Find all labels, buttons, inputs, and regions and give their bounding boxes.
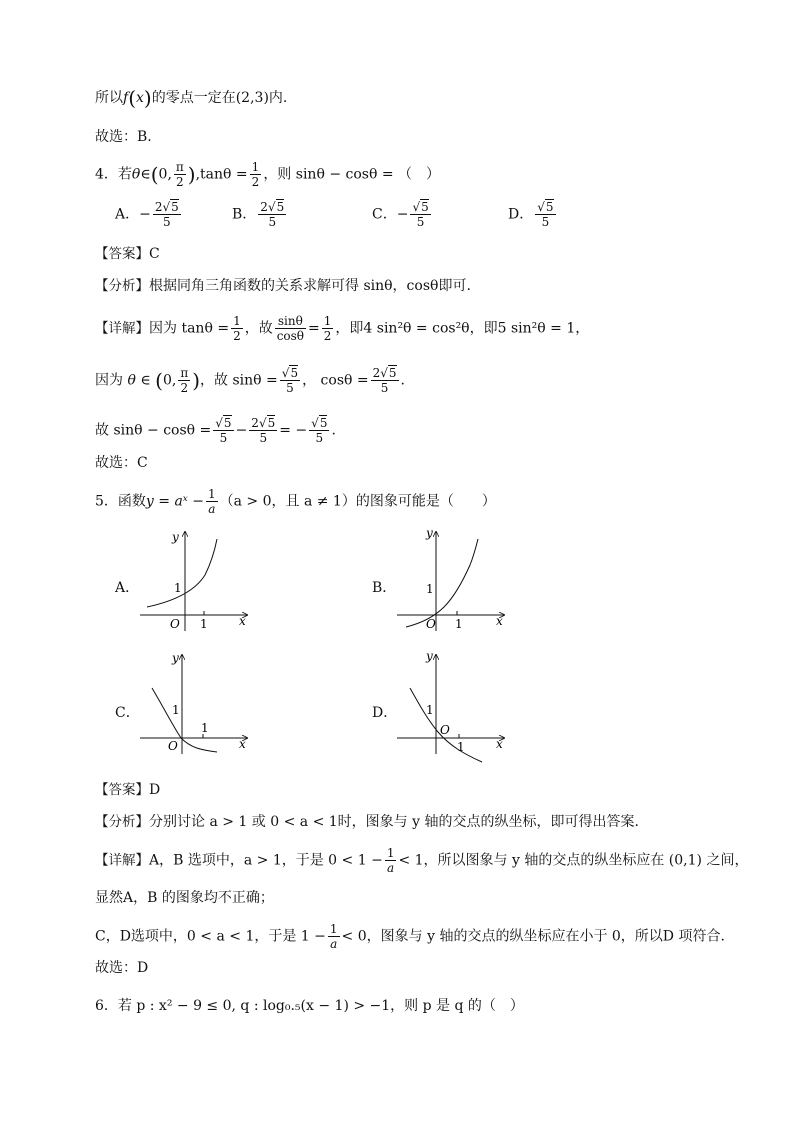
root: 5 [388,366,397,380]
text: ，故 sinθ = [200,372,278,389]
axis-x: x [239,614,246,628]
frac-den: cosθ [276,329,305,343]
q5-option-b-label: B． [372,580,397,596]
frac-num: 1 [233,314,241,328]
graph-b [392,527,512,637]
frac-den: 2 [323,329,332,343]
q4-option-c: C．− $\frac{√5}{5}$ [372,200,429,229]
frac-num: 1 [386,846,395,860]
text: < 0，图象与 y 轴的交点的纵坐标应在小于 0，所以D 项符合. [341,928,725,945]
q5-detail-1: 【详解】A，B 选项中，a > 1，于是 0 < 1 − $\frac{1}{a}$ < 1，所以图象与 y 轴的交点的纵坐标应在 (0,1) 之间， [95,846,749,875]
text: 因为 [95,372,123,389]
q4-analysis [95,276,471,296]
q4-detail-1 [95,314,589,343]
answer-value: D [149,782,161,798]
option-label: B． [232,206,257,223]
analysis-text: 分别讨论 a > 1 或 0 < a < 1时，图象与 y 轴的交点的纵坐标，即可得出答案. [149,814,639,830]
math-theta: θ [127,372,136,389]
frac-den: 2 [233,329,241,343]
text: C，D选项中，0 < a < 1，于是 1 − [95,928,326,945]
frac-num: 1 [207,487,216,501]
text: 故 sinθ − cosθ = [95,422,212,439]
text: = [308,320,320,337]
q4-ask: ，则 sinθ − cosθ = （ ） [263,166,441,183]
text: 因为 tanθ = [149,320,230,337]
graph-d [392,650,512,760]
axis-y: y [172,651,179,665]
frac-num: π [175,160,184,174]
answer-value: C [149,246,160,262]
root: 5 [319,416,328,430]
axis-y: y [172,530,179,544]
root: 5 [171,200,179,214]
origin: O [168,739,178,753]
option-label: D． [508,206,534,223]
answer-tag: 【答案】 [95,782,149,798]
q4-option-b: B． $\frac{2√5}{5}$ [232,200,285,229]
conclusion-line: 所以f(x)的零点一定在(2,3)内. [95,86,288,110]
frac-den: 2 [176,175,184,189]
origin: O [440,723,450,737]
text-mid: 的零点一定在 [151,90,236,106]
coef: 2 [154,200,163,214]
text: A，B 选项中，a > 1，于是 0 < 1 − [149,852,383,869]
den: 5 [315,431,324,445]
y-one: 1 [426,582,434,596]
axis-y: y [426,649,433,663]
den: 5 [286,381,294,395]
coef: 2 [372,366,381,380]
q5-detail-3: C，D选项中，0 < a < 1，于是 1 − $\frac{1}{a}$ < 0，图象与 y 轴的交点的纵坐标应在小于 0，所以D 项符合. [95,922,725,951]
den: 5 [259,431,268,445]
root: 5 [267,416,276,430]
sign: − [396,206,409,223]
q4-number: 4．若 [95,166,132,183]
text: ，故 [244,320,273,337]
q5-condition: （a > 0，且 a ≠ 1）的图象可能是（ ） [219,493,496,510]
detail-tag: 【详解】 [95,852,149,869]
math-in: ∈ [140,372,151,389]
sign: − [139,206,151,223]
coef: 2 [251,416,259,430]
tan-text: ,tanθ = [195,166,248,183]
tick-one: 1 [455,617,463,631]
y-one: 1 [426,703,434,717]
text: ， cosθ = [302,372,369,389]
text: . [400,372,405,389]
graph-a [135,527,255,637]
text-suffix: 内. [268,90,288,106]
q5-detail-2: 显然A，B 的图象均不正确； [95,890,274,906]
origin: O [426,617,436,631]
frac-num: π [180,366,189,380]
q5-option-a-label: A． [115,580,140,596]
q4-detail-2: 因为 θ ∈ (0, $\frac{\pi}{2}$ )，故 sinθ = $\frac{√5}{5}$ ， cosθ = $\frac{2√5}{5}$ . [95,366,405,395]
math-x: x [136,90,144,106]
text-prefix: 所以 [95,90,123,106]
choice-prev: 故选：B. [95,129,152,145]
tick-one: 1 [201,721,209,735]
q4-choice: 故选：C [95,455,148,471]
axis-x: x [496,737,503,751]
math-theta: θ [131,166,141,183]
root: 5 [276,200,285,214]
den: 5 [268,215,277,229]
root: 5 [223,416,232,430]
root: 5 [290,366,299,380]
text: = − [279,422,308,439]
frac-den: 2 [251,175,260,189]
text: ，即4 sin²θ = cos²θ，即5 sin²θ = 1， [335,320,590,337]
q5-answer [95,780,160,800]
analysis-tag: 【分析】 [95,278,149,294]
den: 5 [541,215,550,229]
den: 5 [163,215,171,229]
graph-c [135,650,255,760]
den: 5 [416,215,425,229]
axis-y: y [426,526,433,540]
analysis-text: 根据同角三角函数的关系求解可得 sinθ，cosθ即可. [149,278,471,294]
math-f: f [123,90,129,106]
q5-number: 5．函数 [95,493,146,510]
math-in: ∈ [140,166,151,183]
origin: O [170,617,180,631]
frac-num: sinθ [275,314,306,329]
frac-num: 1 [329,922,338,936]
q4-option-a: A．− $\frac{2√5}{5}$ [115,200,179,229]
text: . [331,422,336,439]
q4-answer [95,244,160,264]
axis-x: x [496,614,503,628]
q5-analysis [95,812,639,832]
q5-func: y = aˣ − [145,493,204,510]
interval: (2,3) [235,90,269,106]
option-label: C． [372,206,397,223]
frac-num: 1 [323,314,332,328]
tick-one: 1 [200,617,208,631]
tick-one: 1 [457,740,465,754]
text: − [235,422,248,439]
text: < 1，所以图象与 y 轴的交点的纵坐标应在 (0,1) 之间， [398,852,749,869]
den: 5 [380,381,389,395]
root: 5 [545,200,554,214]
axis-x: x [239,737,246,751]
q6-stem: 6．若 p : x² − 9 ≤ 0, q : log₀.₅(x − 1) > −1，则 p 是 q 的（ ） [95,998,524,1014]
den: 5 [219,431,228,445]
q5-choice: 故选：D [95,960,149,976]
frac-den: 2 [180,381,189,395]
q5-option-d-label: D． [372,705,398,721]
q4-stem: 4．若θ∈(0, $\frac{\pi}{2}$ ),tanθ = $\frac{1}{2}$ ，则 sinθ − cosθ = （ ） [95,160,441,189]
q5-stem: 5．函数y = aˣ − $\frac{1}{a}$ （a > 0，且 a ≠ 1）的图象可能是（ ） [95,487,496,516]
answer-tag: 【答案】 [95,246,149,262]
option-label: A． [115,206,140,223]
q4-detail-3: 故 sinθ − cosθ = $\frac{√5}{5}$ − $\frac{2√5}{5}$ = − $\frac{√5}{5}$ . [95,416,336,445]
q5-option-c-label: C． [115,705,140,721]
y-one: 1 [172,703,180,717]
detail-tag: 【详解】 [95,320,149,337]
analysis-tag: 【分析】 [95,814,149,830]
frac-num: 1 [251,160,260,174]
y-one: 1 [174,581,182,595]
q4-option-d: D． $\frac{√5}{5}$ [508,200,554,229]
coef: 2 [260,200,268,214]
root: 5 [421,200,429,214]
